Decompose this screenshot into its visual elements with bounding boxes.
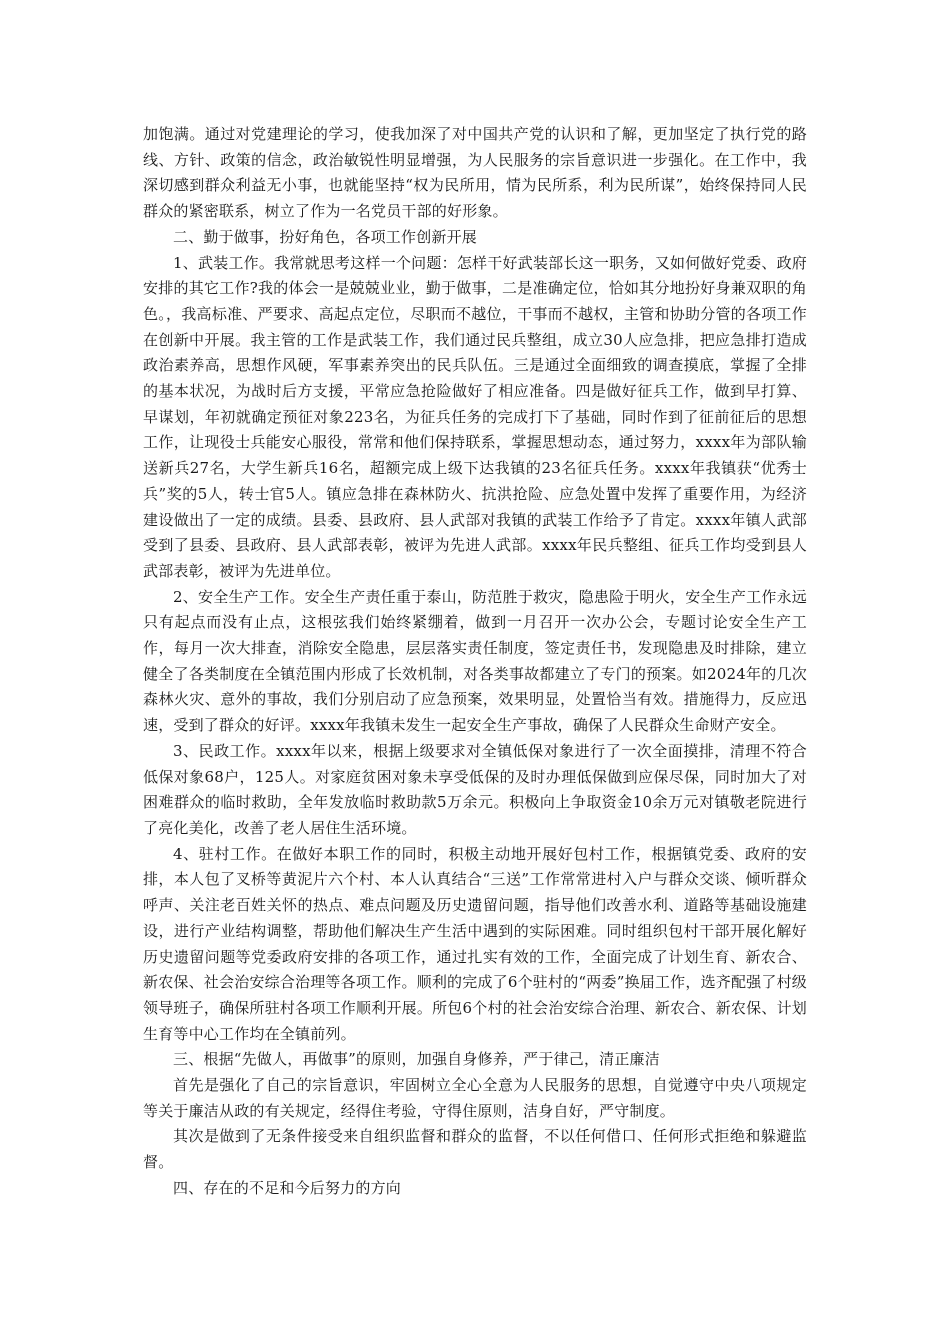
paragraph-safety-production: 2、安全生产工作。安全生产责任重于泰山，防范胜于救灾，隐患险于明火，安全生产工作永远只有起点而没有止点，这根弦我们始终紧绷着，做到一月召开一次办公会，专题讨论安全生产工作，每月一次大排查，消除安全隐患，层层落实责任制度，签定责任书，发现隐患及时排除，建立健全了各类制度在全镇范围内形成了长效机制，对各类事故都建立了专门的预案。如2024年的几次森林火灾、意外的事故，我们分别启动了应急预案，效果明显，处置恰当有效。措施得力，反应迅速，受到了群众的好评。xxxx年我镇未发生一起安全生产事故，确保了人民群众生命财产安全。 [143,587,807,735]
paragraph-village-work: 4、驻村工作。在做好本职工作的同时，积极主动地开展好包村工作，根据镇党委、政府的安排，本人包了叉桥等黄泥片六个村、本人认真结合“三送”工作常常进村入户与群众交谈、倾听群众呼声、关注老百姓关怀的热点、难点问题及历史遗留问题，指导他们改善水利、道路等基础设施建设，进行产业结构调整，帮助他们解决生产生活中遇到的实际困难。同时组织包村干部开展化解好历史遗留问题等党委政府安排的各项工作，通过扎实有效的工作，全面完成了计划生育、新农合、新农保、社会治安综合治理等各项工作。顺利的完成了6个驻村的“两委”换届工作，选齐配强了村级领导班子，确保所驻村各项工作顺利开展。所包6个村的社会治安综合治理、新农合、新农保、计划生育等中心工作均在全镇前列。 [143,844,807,1043]
document-page [143,122,807,1202]
paragraph-purpose-awareness: 首先是强化了自己的宗旨意识，牢固树立全心全意为人民服务的思想，自觉遵守中央八项规定等关于廉洁从政的有关规定，经得住考验，守得住原则，洁身自好，严守制度。 [143,1076,807,1120]
paragraph-armed-forces: 1、武装工作。我常就思考这样一个问题：怎样干好武装部长这一职务，又如何做好党委、政府安排的其它工作?我的体会一是兢兢业业，勤于做事，二是准确定位，恰如其分地扮好身兼双职的角色。，我高标准、严要求、高起点定位，尽职而不越位，干事而不越权，主管和协助分管的各项工作在创新中开展。我主管的工作是武装工作，我们通过民兵整组，成立30人应急排，把应急排打造成政治素养高，思想作风硬，军事素养突出的民兵队伍。三是通过全面细致的调查摸底，掌握了全排的基本状况，为战时后方支援，平常应急抢险做好了相应准备。四是做好征兵工作，做到早打算、早谋划，年初就确定预征对象223名，为征兵任务的完成打下了基础，同时作到了征前征后的思想工作，让现役士兵能安心服役，常常和他们保持联系，掌握思想动态，通过努力，xxxx年为部队输送新兵27名，大学生新兵16名，超额完成上级下达我镇的23名征兵任务。xxxx年我镇获“优秀士兵”奖的5人，转士官5人。镇应急排在森林防火、抗洪抢险、应急处置中发挥了重要作用，为经济建设做出了一定的成绩。县委、县政府、县人武部对我镇的武装工作给予了肯定。xxxx年镇人武部受到了县委、县政府、县人武部表彰，被评为先进人武部。xxxx年民兵整组、征兵工作均受到县人武部表彰，被评为先进单位。 [143,253,807,580]
section-heading-2: 二、勤于做事，扮好角色，各项工作创新开展 [173,227,478,246]
section-heading-4: 四、存在的不足和今后努力的方向 [173,1178,402,1197]
paragraph-civil-affairs: 3、民政工作。xxxx年以来，根据上级要求对全镇低保对象进行了一次全面摸排，清理不符合低保对象68户，125人。对家庭贫困对象未享受低保的及时办理低保做到应保尽保，同时加大了对困难群众的临时救助，全年发放临时救助款5万余元。积极向上争取资金10余万元对镇敬老院进行了亮化美化，改善了老人居住生活环境。 [143,741,807,837]
paragraph-supervision: 其次是做到了无条件接受来自组织监督和群众的监督，不以任何借口、任何形式拒绝和躲避监督。 [143,1127,807,1172]
paragraph-continuation: 加饱满。通过对党建理论的学习，使我加深了对中国共产党的认识和了解，更加坚定了执行党的路线、方针、政策的信念，政治敏锐性明显增强，为人民服务的宗旨意识进一步强化。在工作中，我深切感到群众利益无小事，也就能坚持“权为民所用，情为民所系，利为民所谋”，始终保持同人民群众的紧密联系，树立了作为一名党员干部的好形象。 [143,125,807,221]
section-heading-3: 三、根据“先做人，再做事”的原则，加强自身修养，严于律己，清正廉洁 [173,1050,660,1069]
